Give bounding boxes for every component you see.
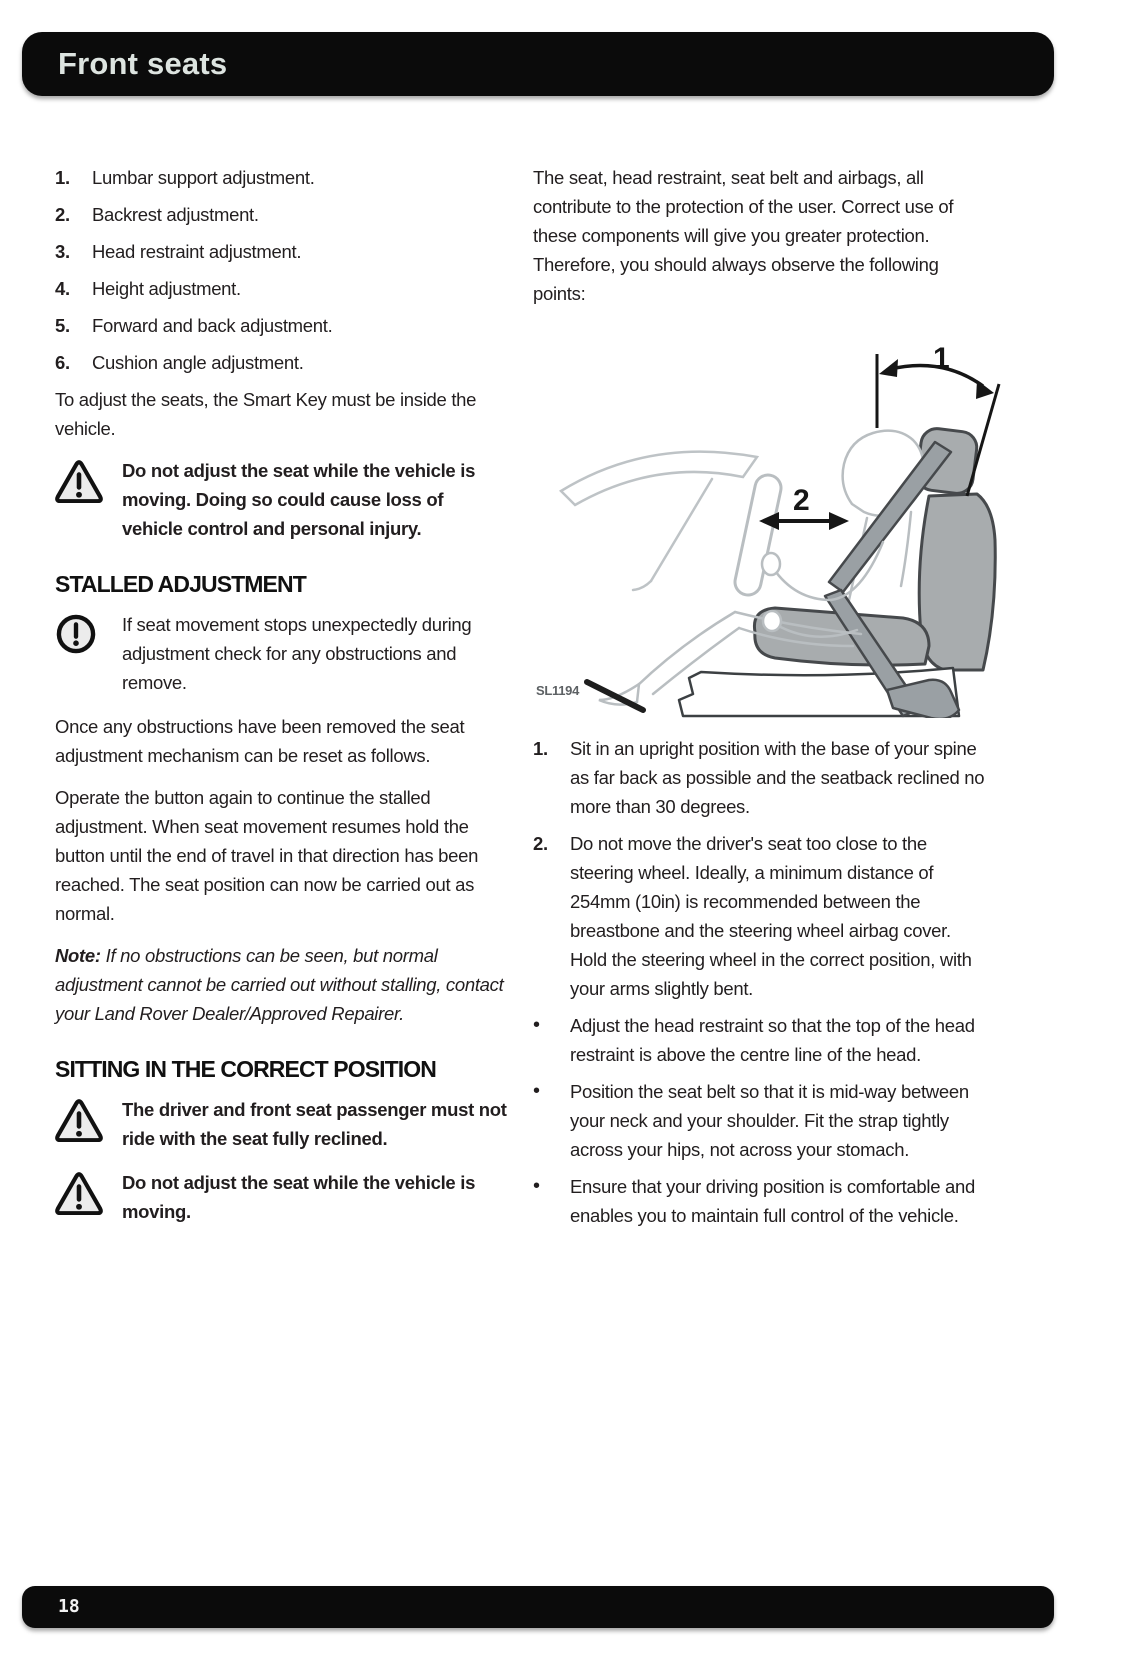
list-text: Do not move the driver's seat too close to the steering wheel. Ideally, a minimum distance of 254mm (10in) is recommended between the breastbone and the steering wheel airbag cover. Hold the steering wheel in the correct position, with your arms slightly bent. [570,833,972,999]
bullet-item [533,1172,985,1230]
intro-paragraph: The seat, head restraint, seat belt and airbags, all contribute to the protection of the user. Correct use of these components will give you greater protection. Therefore, you should always observe the following points: [533,167,954,304]
list-item [55,311,507,340]
list-text: Height adjustment. [92,278,241,299]
list-item [55,200,507,229]
list-text: Forward and back adjustment. [92,315,333,336]
bullet-glyph: • [533,1175,540,1197]
caution-circle-icon [55,610,122,697]
diagram-callout-2: 2 [793,484,810,517]
list-number: 6. [55,352,70,373]
note-text: If no obstructions can be seen, but normal adjustment cannot be carried out without stalling, contact your Land Rover Dealer/Approved Repairer. [55,945,504,1024]
list-number: 5. [55,315,70,336]
page-number: 18 [58,1596,80,1617]
warning-triangle-icon [55,1095,122,1153]
list-text: Lumbar support adjustment. [92,167,315,188]
diagram-callout-1: 1 [933,342,950,375]
list-item [55,237,507,266]
bullet-glyph: • [533,1080,540,1102]
page-header-bar [22,32,1054,96]
list-text: Backrest adjustment. [92,204,259,225]
list-text: Head restraint adjustment. [92,241,302,262]
warning-text: Do not adjust the seat while the vehicle is moving. Doing so could cause loss of vehicle control and personal injury. [122,460,476,539]
warning-block-moving-short [55,1168,507,1226]
seat-adjustment-list [55,163,507,377]
heading-stalled-adjustment: STALLED ADJUSTMENT [55,571,306,597]
once-obstructions-paragraph: Once any obstructions have been removed the seat adjustment mechanism can be reset as follows. [55,716,465,766]
page-title: Front seats [58,46,228,81]
caution-block-stops [55,610,507,697]
left-column [55,163,507,1241]
list-text: Cushion angle adjustment. [92,352,304,373]
list-text: Sit in an upright position with the base of your spine as far back as possible and the seatback reclined no more than 30 degrees. [570,738,985,817]
list-item [55,274,507,303]
list-number: 1. [55,167,70,188]
note-paragraph [55,941,507,1028]
list-number: 4. [55,278,70,299]
seat-position-diagram [531,328,1001,718]
seat-diagram-drawing [531,328,1001,718]
list-number: 2. [55,204,70,225]
warning-text: The driver and front seat passenger must not ride with the seat fully reclined. [122,1099,507,1149]
caution-text: If seat movement stops unexpectedly during adjustment check for any obstructions and remove. [122,614,472,693]
smart-key-paragraph: To adjust the seats, the Smart Key must be inside the vehicle. [55,389,477,439]
right-column [533,163,985,1238]
list-item [533,734,985,821]
bullet-glyph: • [533,1014,540,1036]
warning-block-moving-full [55,456,507,543]
warning-block-reclined [55,1095,507,1153]
bullet-item [533,1077,985,1164]
warning-text: Do not adjust the seat while the vehicle is moving. [122,1172,476,1222]
page-footer-bar [22,1586,1054,1628]
list-number: 2. [533,833,548,854]
list-item [55,348,507,377]
bullet-text: Position the seat belt so that it is mid-way between your neck and your shoulder. Fit the strap tightly across your hips, not across your stomach. [570,1081,969,1160]
note-label: Note: [55,945,101,966]
list-item [55,163,507,192]
warning-triangle-icon [55,1168,122,1226]
bullet-item [533,1011,985,1069]
heading-sitting-position: SITTING IN THE CORRECT POSITION [55,1056,437,1082]
list-item [533,829,985,1003]
list-number: 1. [533,738,548,759]
operate-button-paragraph: Operate the button again to continue the stalled adjustment. When seat movement resumes hold the button until the end of travel in that direction has been reached. The seat position can now be carried out as normal. [55,787,479,924]
figure-reference-label: SL1194 [536,683,580,698]
warning-triangle-icon [55,456,122,543]
bullet-text: Adjust the head restraint so that the top of the head restraint is above the centre line of the head. [570,1015,975,1065]
bullet-text: Ensure that your driving position is comfortable and enables you to maintain full control of the vehicle. [570,1176,975,1226]
list-number: 3. [55,241,70,262]
